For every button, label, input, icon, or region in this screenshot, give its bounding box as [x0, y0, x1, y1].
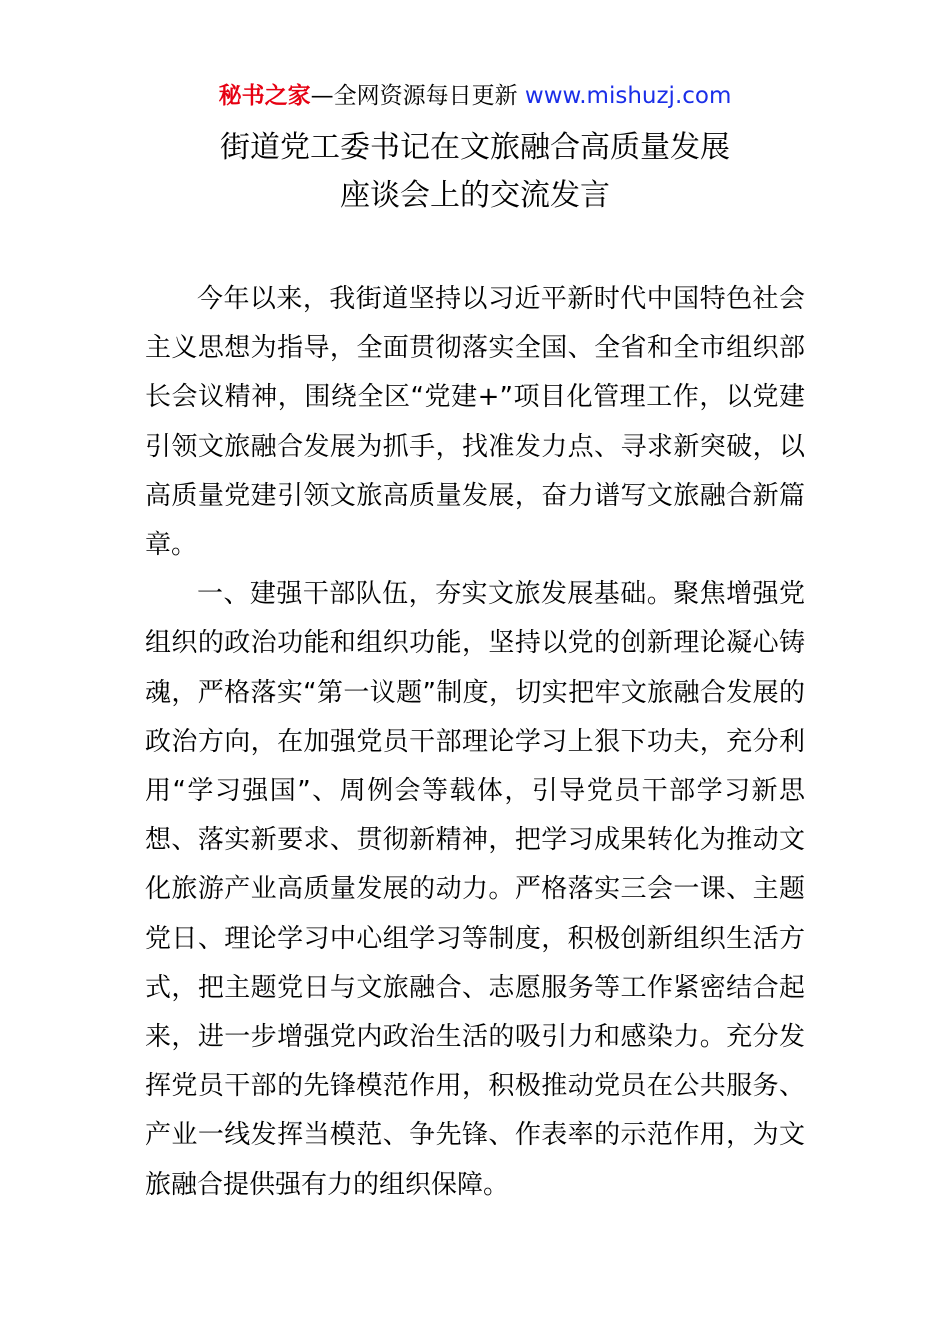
document-title-line-2: 座谈会上的交流发言 — [340, 178, 610, 213]
paragraph-section-1: 一、建强干部队伍，夯实文旅发展基础。聚焦增强党组织的政治功能和组织功能，坚持以党的创新理论凝心铸魂，严格落实“第一议题”制度，切实把牢文旅融合发展的政治方向，在加强党员干部理论学习上狠下功夫，充分利用“学习强国”、周例会等载体，引导党员干部学习新思想、落实新要求、贯彻新精神，把学习成果转化为推动文化旅游产业高质量发展的动力。严格落实三会一课、主题党日、理论学习中心组学习等制度，积极创新组织生活方式，把主题党日与文旅融合、志愿服务等工作紧密结合起来，进一步增强党内政治生活的吸引力和感染力。充分发挥党员干部的先锋模范作用，积极推动党员在公共服务、产业一线发挥当模范、争先锋、作表率的示范作用，为文旅融合提供强有力的组织保障。 — [145, 579, 805, 1200]
paragraph-intro: 今年以来，我街道坚持以习近平新时代中国特色社会主义思想为指导，全面贯彻落实全国、全省和全市组织部长会议精神，围绕全区“党建+”项目化管理工作，以党建引领文旅融合发展为抓手，找准发力点、寻求新突破，以高质量党建引领文旅高质量发展，奋力谱写文旅融合新篇章。 — [145, 284, 805, 561]
site-tagline: —全网资源每日更新 — [310, 83, 525, 109]
site-header — [0, 80, 950, 112]
document-title-line-1: 街道党工委书记在文旅融合高质量发展 — [220, 130, 730, 165]
site-url[interactable]: www.mishuzj.com — [524, 83, 732, 109]
document-body — [145, 275, 805, 1210]
site-brand: 秘书之家 — [218, 83, 311, 109]
